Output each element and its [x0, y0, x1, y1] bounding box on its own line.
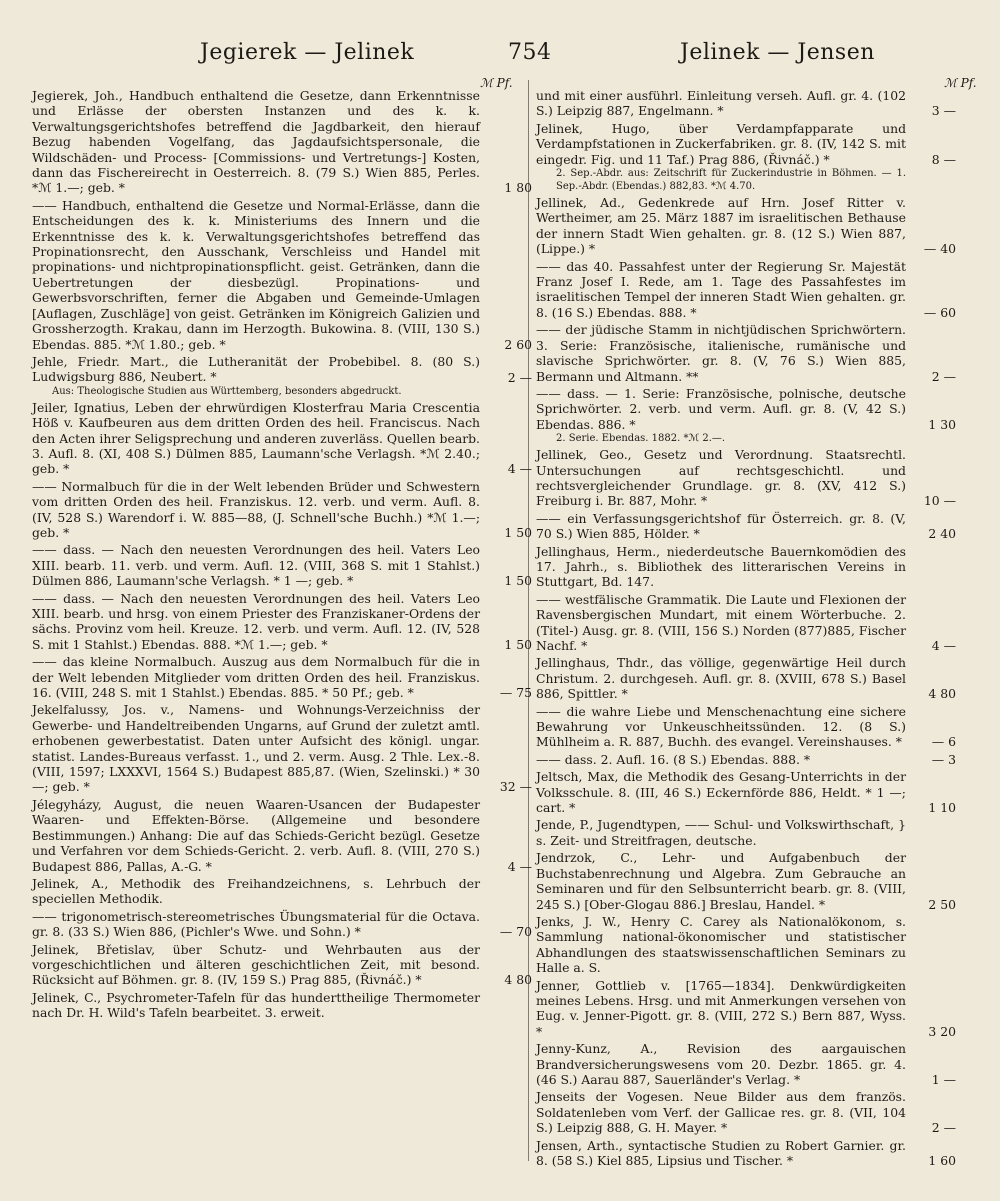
- catalog-entry: [32, 542, 532, 588]
- entry-text: Jellinghaus, Herm., niederdeutsche Bauernkomödien des 17. Jahrh., s. Bibliothek des litterarischen Vereins in Stuttgart, Bd. 147.: [536, 543, 906, 590]
- catalog-entry: [536, 1089, 956, 1135]
- entry-text: —— dass. 2. Aufl. 16. (8 S.) Ebendas. 888. *: [536, 751, 811, 767]
- running-header: [0, 40, 1000, 80]
- entry-text: Jellinek, Geo., Gesetz und Verordnung. Staatsrechtl. Untersuchungen auf rechtsgeschichtl. und rechtsvergleichender Grundlage. gr. 8. (XV, 412 S.) Freiburg i. Br. 887, Mohr. *: [536, 447, 906, 509]
- catalog-entry: [536, 544, 956, 590]
- catalog-entry: [536, 447, 956, 509]
- page-number: 754: [508, 40, 552, 65]
- catalog-entry: [32, 702, 532, 794]
- entry-price: — 6: [931, 734, 956, 750]
- entry-text: Jelinek, Hugo, über Verdampfapparate und Verdampfstationen in Zuckerfabriken. gr. 8. (IV, 142 S. mit eingedr. Fig. und 11 Taf.) Prag 886, (Řivnáč.) *: [536, 120, 906, 167]
- catalog-entry: [32, 942, 532, 988]
- catalog-entry: [536, 655, 956, 701]
- catalog-entry: [32, 400, 532, 477]
- left-column: [32, 88, 532, 1023]
- entry-text: —— der jüdische Stamm in nichtjüdischen Sprichwörtern. 3. Serie: Französische, italienische, rumänische und slavische Sprichwörter. gr. 8. (V, 76 S.) Wien 885, Bermann und Altmann. **: [536, 322, 906, 384]
- catalog-entry: [32, 654, 532, 700]
- catalog-entry: [32, 990, 532, 1021]
- entry-price: 2 —: [931, 1120, 956, 1136]
- catalog-entry: [32, 88, 532, 196]
- entry-text: —— das kleine Normalbuch. Auszug aus dem Normalbuch für die in der Welt lebenden Mitglieder vom dritten Orden des heil. Franziskus. 16. (VIII, 248 S. mit 1 Stahlst.) Ebendas. 885. * 50 Pf.; geb. *: [32, 654, 480, 701]
- entry-price: 1 60: [928, 1153, 956, 1168]
- right-column: [536, 88, 956, 1170]
- catalog-entry: [536, 817, 956, 848]
- catalog-entry: [536, 322, 956, 384]
- entry-text: und mit einer ausführl. Einleitung verseh. Aufl. gr. 4. (102 S.) Leipzig 887, Engelmann. *: [536, 88, 906, 119]
- entry-note: Aus: Theologische Studien aus Württemberg, besonders abgedruckt.: [52, 385, 402, 397]
- catalog-entry: [536, 259, 956, 321]
- entry-price: 3 —: [931, 103, 956, 119]
- entry-price: — 75: [499, 685, 532, 701]
- entry-text: Jelinek, A., Methodik des Freihandzeichnens, s. Lehrbuch der speciellen Methodik.: [32, 875, 480, 907]
- entry-text: Jélegyházy, August, die neuen Waaren-Usancen der Budapester Waaren- und Effekten-Börse. (Allgemeine und besondere Bestimmungen.) Anhang: Die auf das Schieds-Gericht bezügl. Gesetze und Verfahren vor dem Schieds-Gericht. 2. verb. Aufl. 8. (VIII, 270 S.) Budapest 886, Pallas, A.-G. *: [32, 796, 480, 874]
- entry-text: Jegierek, Joh., Handbuch enthaltend die Gesetze, dann Erkenntnisse und Erlässe der obersten Instanzen und des k. k. Verwaltungsgerichtshofes betreffend die Jagdbarkeit, den hierauf Bezug habenden Vogelfang, das Jagdaufsichtspersonale, die Wildschäden- und Process- [Commissions- und Vertretungs-] Kosten, dann das Fischereirecht in Oesterreich. 8. (79 S.) Wien 885, Perles. *ℳ 1.—; geb. *: [32, 88, 480, 196]
- entry-text: Jensen, Arth., syntactische Studien zu Robert Garnier. gr. 8. (58 S.) Kiel 885, Lipsius und Tischer. *: [536, 1137, 906, 1168]
- catalog-entry: [536, 386, 956, 445]
- catalog-entry: [32, 479, 532, 541]
- entry-text: Jekelfalussy, Jos. v., Namens- und Wohnungs-Verzeichniss der Gewerbe- und Handeltreibenden Ungarns, auf Grund der zuletzt amtl. erhobenen gewerbestatist. Daten unter Aufsicht des königl. ungar. statist. Landes-Bureaus verfasst. 1., und 2. verm. Ausg. 2 Thle. Lex.-8. (VIII, 1597; LXXXVI, 1564 S.) Budapest 885,87. (Wien, Szelinski.) * 30 —; geb. *: [32, 702, 480, 795]
- entry-price: 8 —: [931, 151, 956, 167]
- entry-price: 1 50: [504, 524, 532, 540]
- entry-text: Jellinghaus, Thdr., das völlige, gegenwärtige Heil durch Christum. 2. durchgeseh. Aufl. gr. 8. (XVIII, 678 S.) Basel 886, Spittler. *: [536, 655, 906, 702]
- catalog-entry: [536, 511, 956, 542]
- entry-text: —— Normalbuch für die in der Welt lebenden Brüder und Schwestern vom dritten Orden des heil. Franziskus. 12. verb. und verm. Aufl. 8. (IV, 528 S.) Warendorf i. W. 885—88, (J. Schnell'sche Buchh.) *ℳ 1.—; geb. *: [32, 478, 480, 540]
- entry-price: 4 80: [928, 686, 956, 702]
- catalog-entry: [536, 1138, 956, 1169]
- entry-text: Jeiler, Ignatius, Leben der ehrwürdigen Klosterfrau Maria Crescentia Höß v. Kaufbeuren aus dem dritten Orden des heil. Franciscus. Nach den Acten ihrer Seligsprechung und anderen zuverläss. Quellen bearb. 3. Aufl. 8. (XI, 408 S.) Dülmen 885, Laumann'sche Verlagsh. *ℳ 2.40.; geb. *: [32, 399, 480, 477]
- entry-price: — 3: [931, 751, 956, 767]
- entry-text: Jellinek, Ad., Gedenkrede auf Hrn. Josef Ritter v. Wertheimer, am 25. März 1887 im israelitischen Bethause der innern Stadt Wien gehalten. gr. 8. (12 S.) Wien 887, (Lippe.) *: [536, 195, 906, 257]
- catalog-entry: [536, 752, 956, 767]
- entry-price: 2 40: [928, 526, 956, 542]
- catalog-entry: [536, 769, 956, 815]
- entry-price: — 40: [923, 241, 956, 257]
- entry-price: 1 10: [928, 800, 956, 816]
- entry-price: 4 —: [507, 461, 532, 477]
- entry-text: Jenner, Gottlieb v. [1765—1834]. Denkwürdigkeiten meines Lebens. Hrsg. und mit Anmerkungen versehen von Eug. v. Jenner-Pigott. gr. 8. (VIII, 272 S.) Bern 887, Wyss. *: [536, 977, 906, 1039]
- entry-price: 1 30: [928, 416, 956, 432]
- entry-price: 1 80: [504, 180, 532, 196]
- entry-text: Jende, P., Jugendtypen, —— Schul- und Volkswirthschaft, } s. Zeit- und Streitfragen, deutsche.: [536, 817, 906, 848]
- entry-price: 1 50: [504, 573, 532, 589]
- entry-price: 2 50: [928, 896, 956, 912]
- entry-text: —— dass. — Nach den neuesten Verordnungen des heil. Vaters Leo XIII. bearb. 11. verb. und verm. Aufl. 12. (VIII, 368 S. mit 1 Stahlst.) Dülmen 886, Laumann'sche Verlagsh. * 1 —; geb. *: [32, 542, 480, 589]
- entry-text: —— das 40. Passahfest unter der Regierung Sr. Majestät Franz Josef I. Rede, am 1. Tage des Passahfestes im israelitischen Tempel der inneren Stadt Wien gehalten. gr. 8. (16 S.) Ebendas. 888. *: [536, 258, 906, 320]
- entry-text: Jendrzok, C., Lehr- und Aufgabenbuch der Buchstabenrechnung und Algebra. Zum Gebrauche an Seminaren und für den Selbsunterricht bearb. gr. 8. (VIII, 245 S.) [Ober-Glogau 886.] Breslau, Handel. *: [536, 850, 906, 912]
- entry-price: 2 —: [507, 369, 532, 385]
- catalog-entry: [536, 850, 956, 912]
- entry-price: 32 —: [499, 779, 532, 795]
- catalog-entry: [32, 354, 532, 398]
- entry-price: — 60: [923, 304, 956, 320]
- entry-price: — 70: [499, 924, 532, 940]
- entry-text: —— dass. — Nach den neuesten Verordnungen des heil. Vaters Leo XIII. bearb. und hrsg. von einem Priester des Franziskaner-Ordens der sächs. Provinz vom heil. Kreuze. 12. verb. und verm. Aufl. 12. (IV, 528 S. mit 1 Stahlst.) Ebendas. 888. *ℳ 1.—; geb. *: [32, 590, 480, 652]
- entry-price: 3 20: [928, 1023, 956, 1039]
- entry-text: —— westfälische Grammatik. Die Laute und Flexionen der Ravensbergischen Mundart, mit einem Wörterbuche. 2. (Titel-) Ausg. gr. 8. (VIII, 156 S.) Norden (877)885, Fischer Nachf. *: [536, 591, 906, 653]
- catalog-entry: [536, 1041, 956, 1087]
- header-left-title: Jegierek — Jelinek: [200, 40, 415, 65]
- entry-text: Jelinek, Břetislav, über Schutz- und Wehrbauten aus der vorgeschichtlichen und älteren geschichtlichen Zeit, mit besond. Rücksicht auf Böhmen. gr. 8. (IV, 159 S.) Prag 885, (Řivnáč.) *: [32, 941, 480, 988]
- entry-text: Jelinek, C., Psychrometer-Tafeln für das hunderttheilige Thermometer nach Dr. H. Wild's Tafeln bearbeitet. 3. erweit.: [32, 989, 480, 1021]
- catalog-entry: [32, 876, 532, 907]
- catalog-entry: [536, 592, 956, 654]
- catalog-entry: [536, 978, 956, 1040]
- entry-text: Jenks, J. W., Henry C. Carey als Nationalökonom, s. Sammlung national-ökonomischer und statistischer Abhandlungen des staatswissenschaftlichen Seminars zu Halle a. S.: [536, 913, 906, 976]
- entry-note: 2. Sep.-Abdr. aus: Zeitschrift für Zuckerindustrie in Böhmen. — 1. Sep.-Abdr. (Ebendas.) 882,83. *ℳ 4.70.: [556, 168, 906, 193]
- entry-text: —— dass. — 1. Serie: Französische, polnische, deutsche Sprichwörter. 2. verb. und verm. Aufl. gr. 8. (V, 42 S.) Ebendas. 886. *: [536, 385, 906, 432]
- entry-text: —— trigonometrisch-stereometrisches Übungsmaterial für die Octava. gr. 8. (33 S.) Wien 886, (Pichler's Wwe. und Sohn.) *: [32, 908, 480, 940]
- catalog-entry: [32, 797, 532, 874]
- entry-text: —— ein Verfassungsgerichtshof für Österreich. gr. 8. (V, 70 S.) Wien 885, Hölder. *: [536, 510, 906, 542]
- catalog-entry: [536, 914, 956, 976]
- entry-text: Jeltsch, Max, die Methodik des Gesang-Unterrichts in der Volksschule. 8. (III, 46 S.) Eckernförde 886, Heldt. * 1 —; cart. *: [536, 769, 906, 816]
- entry-price: 1 50: [504, 636, 532, 652]
- entry-price: 2 —: [931, 368, 956, 384]
- price-column-label-right: ℳ Pf.: [944, 76, 977, 90]
- catalog-entry: [32, 591, 532, 653]
- catalog-entry: [536, 88, 956, 119]
- entry-note: 2. Serie. Ebendas. 1882. *ℳ 2.—.: [556, 433, 726, 445]
- price-column-label-left: ℳ Pf.: [480, 76, 513, 90]
- catalog-entry: [536, 704, 956, 750]
- catalog-entry: [536, 195, 956, 257]
- entry-price: 4 —: [507, 858, 532, 874]
- entry-text: Jehle, Friedr. Mart., die Lutheranität der Probebibel. 8. (80 S.) Ludwigsburg 886, Neubert. *: [32, 353, 480, 385]
- entry-text: Jenseits der Vogesen. Neue Bilder aus dem französ. Soldatenleben vom Verf. der Gallicae res. gr. 8. (VII, 104 S.) Leipzig 888, G. H. Mayer. *: [536, 1089, 906, 1136]
- entry-price: 4 80: [504, 972, 532, 988]
- header-right-title: Jelinek — Jensen: [680, 40, 875, 65]
- entry-price: 2 60: [504, 336, 532, 352]
- catalog-entry: [536, 121, 956, 193]
- catalog-entry: [32, 198, 532, 352]
- entry-price: 1 —: [931, 1071, 956, 1087]
- entry-price: 10 —: [923, 493, 956, 509]
- entry-text: Jenny-Kunz, A., Revision des aargauischen Brandversicherungswesens vom 20. Dezbr. 1865. gr. 4. (46 S.) Aarau 887, Sauerländer's Verlag. *: [536, 1041, 906, 1087]
- catalog-entry: [32, 909, 532, 940]
- entry-text: —— die wahre Liebe und Menschenachtung eine sichere Bewahrung vor Unkeuschheitssünden. 12. (8 S.) Mühlheim a. R. 887, Buchh. des evangel. Vereinshauses. *: [536, 703, 906, 750]
- entry-text: —— Handbuch, enthaltend die Gesetze und Normal-Erlässe, dann die Entscheidungen des k. k. Ministeriums des Innern und die Erkenntnisse des k. k. Verwaltungsgerichtshofes betreffend das Propinationsrecht, den Ausschank, Verschleiss und Handel mit propinations- und nichtpropinationspflicht. geist. Getränken, dann die Uebertretungen der diesbezügl. Propinations- und Gewerbsvorschriften, ferner die Abgaben und Gemeinde-Umlagen [Auflagen, Zuschläge] von geist. Getränken im Königreich Galizien und Grossherzogth. Krakau, dann im Herzogth. Bukowina. 8. (VIII, 130 S.) Ebendas. 885. *ℳ 1.80.; geb. *: [32, 197, 480, 352]
- entry-price: 4 —: [931, 638, 956, 653]
